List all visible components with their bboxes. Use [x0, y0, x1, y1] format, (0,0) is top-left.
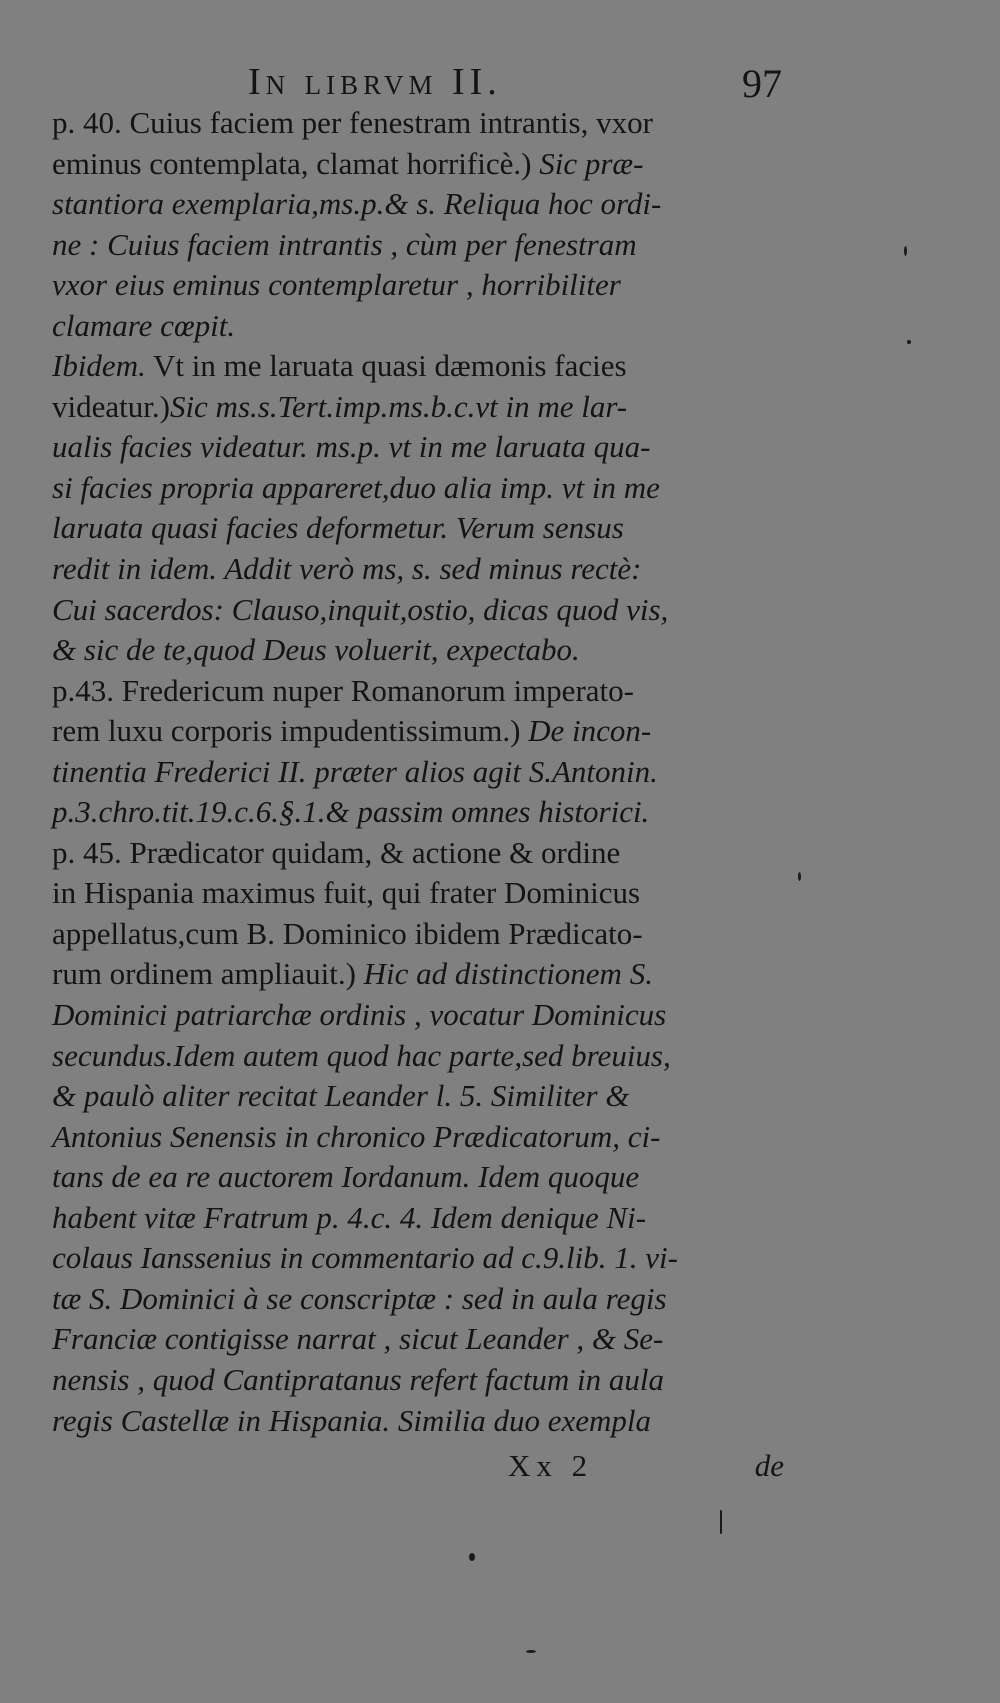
text-line [52, 873, 784, 914]
text-line [52, 1198, 784, 1239]
italic-text: tæ S. Dominici à se conscriptæ : sed in aula regis [52, 1280, 667, 1316]
roman-text: in Hispania maximus fuit, qui frater Dominicus [52, 875, 641, 911]
text-line [52, 1279, 784, 1320]
text-line [52, 1157, 784, 1198]
roman-text: appellatus,cum B. Dominico ibidem Prædicato- [52, 915, 643, 951]
text-line [52, 1117, 784, 1158]
text-line [52, 1076, 784, 1117]
italic-text: laruata quasi facies deformetur. Verum sensus [52, 510, 624, 546]
italic-text: & paulò aliter recitat Leander l. 5. Similiter & [52, 1078, 630, 1114]
italic-text: Hic ad distinctionem S. [363, 956, 653, 992]
text-line [52, 590, 784, 631]
scan-speck [720, 1510, 722, 1534]
italic-text: tinentia Frederici II. præter alios agit S.Antonin. [52, 753, 658, 789]
scan-speck [907, 340, 911, 344]
italic-text: Cui sacerdos: Clauso,inquit,ostio, dicas quod vis, [52, 591, 669, 627]
body-text [52, 103, 784, 1441]
text-line [52, 1319, 784, 1360]
italic-text: secundus.Idem autem quod hac parte,sed breuius, [52, 1037, 671, 1073]
italic-text: stantiora exemplaria,ms.p.& s. Reliqua hoc ordi- [52, 186, 662, 222]
running-title: In librvm II. [248, 61, 502, 103]
italic-text: Franciæ contigisse narrat , sicut Leander , & Se- [52, 1321, 664, 1357]
text-line [52, 711, 784, 752]
italic-text: redit in idem. Addit verò ms, s. sed minus rectè: [52, 551, 642, 587]
page-header [52, 60, 782, 106]
text-line [52, 914, 784, 955]
italic-text: De incon- [528, 713, 652, 749]
italic-text: Dominici patriarchæ ordinis , vocatur Dominicus [52, 997, 667, 1033]
italic-text: si facies propria appareret,duo alia imp. vt in me [52, 469, 660, 505]
roman-text: eminus contemplata, clamat horrificè.) [52, 145, 540, 181]
italic-text: regis Castellæ in Hispania. Similia duo exempla [52, 1402, 652, 1438]
roman-text: p.43. Fredericum nuper Romanorum imperato- [52, 672, 634, 708]
signature-mark: Xx 2 [508, 1448, 594, 1483]
roman-text: videatur.) [52, 388, 170, 424]
italic-text: & sic de te,quod Deus voluerit, expectabo. [52, 632, 580, 668]
text-line [52, 1036, 784, 1077]
text-line [52, 508, 784, 549]
italic-text: Sic ms.s.Tert.imp.ms.b.c.vt in me lar- [169, 388, 628, 424]
text-line [52, 630, 784, 671]
scan-speck [798, 872, 801, 881]
scan-speck [526, 1650, 536, 1653]
italic-text: nensis , quod Cantipratanus refert factum in aula [52, 1361, 664, 1397]
roman-text: p. 45. Prædicator quidam, & actione & ordine [52, 834, 621, 870]
italic-text: vxor eius eminus contemplaretur , horribiliter [52, 267, 621, 303]
italic-text: habent vitæ Fratrum p. 4.c. 4. Idem denique Ni- [52, 1199, 647, 1235]
catchword: de [754, 1448, 784, 1483]
text-line [52, 144, 784, 185]
text-line [52, 225, 784, 266]
text-line [52, 387, 784, 428]
text-line [52, 954, 784, 995]
italic-text: tans de ea re auctorem Iordanum. Idem quoque [52, 1159, 640, 1195]
italic-text: ne : Cuius faciem intrantis , cùm per fenestram [52, 226, 637, 262]
text-line [52, 1401, 784, 1442]
italic-text: Antonius Senensis in chronico Prædicatorum, ci- [52, 1118, 661, 1154]
text-line [52, 306, 784, 347]
roman-text: p. 40. Cuius faciem per fenestram intrantis, vxor [52, 105, 653, 140]
text-line [52, 995, 784, 1036]
text-line [52, 265, 784, 306]
text-line [52, 103, 784, 144]
scan-speck [469, 1553, 475, 1561]
italic-text: p.3.chro.tit.19.c.6.§.1.& passim omnes historici. [52, 794, 650, 830]
roman-text: rem luxu corporis impudentissimum.) [52, 713, 529, 749]
text-line [52, 671, 784, 712]
text-line [52, 1238, 784, 1279]
text-line [52, 427, 784, 468]
text-line [52, 792, 784, 833]
text-line [52, 184, 784, 225]
text-line [52, 752, 784, 793]
scan-speck [904, 246, 907, 256]
text-line [52, 549, 784, 590]
text-line [52, 468, 784, 509]
italic-text: ualis facies videatur. ms.p. vt in me laruata qua- [52, 429, 651, 465]
italic-text: Ibidem. [52, 348, 146, 384]
roman-text: rum ordinem ampliauit.) [52, 956, 364, 992]
text-line [52, 1360, 784, 1401]
italic-text: colaus Ianssenius in commentario ad c.9.lib. 1. vi- [52, 1240, 678, 1276]
italic-text: Sic præ- [539, 145, 644, 181]
text-line [52, 346, 784, 387]
page-number: 97 [742, 61, 782, 106]
text-line [52, 833, 784, 874]
roman-text: Vt in me laruata quasi dæmonis facies [145, 348, 627, 384]
page-footer [52, 1448, 784, 1492]
italic-text: clamare cœpit. [52, 307, 236, 343]
